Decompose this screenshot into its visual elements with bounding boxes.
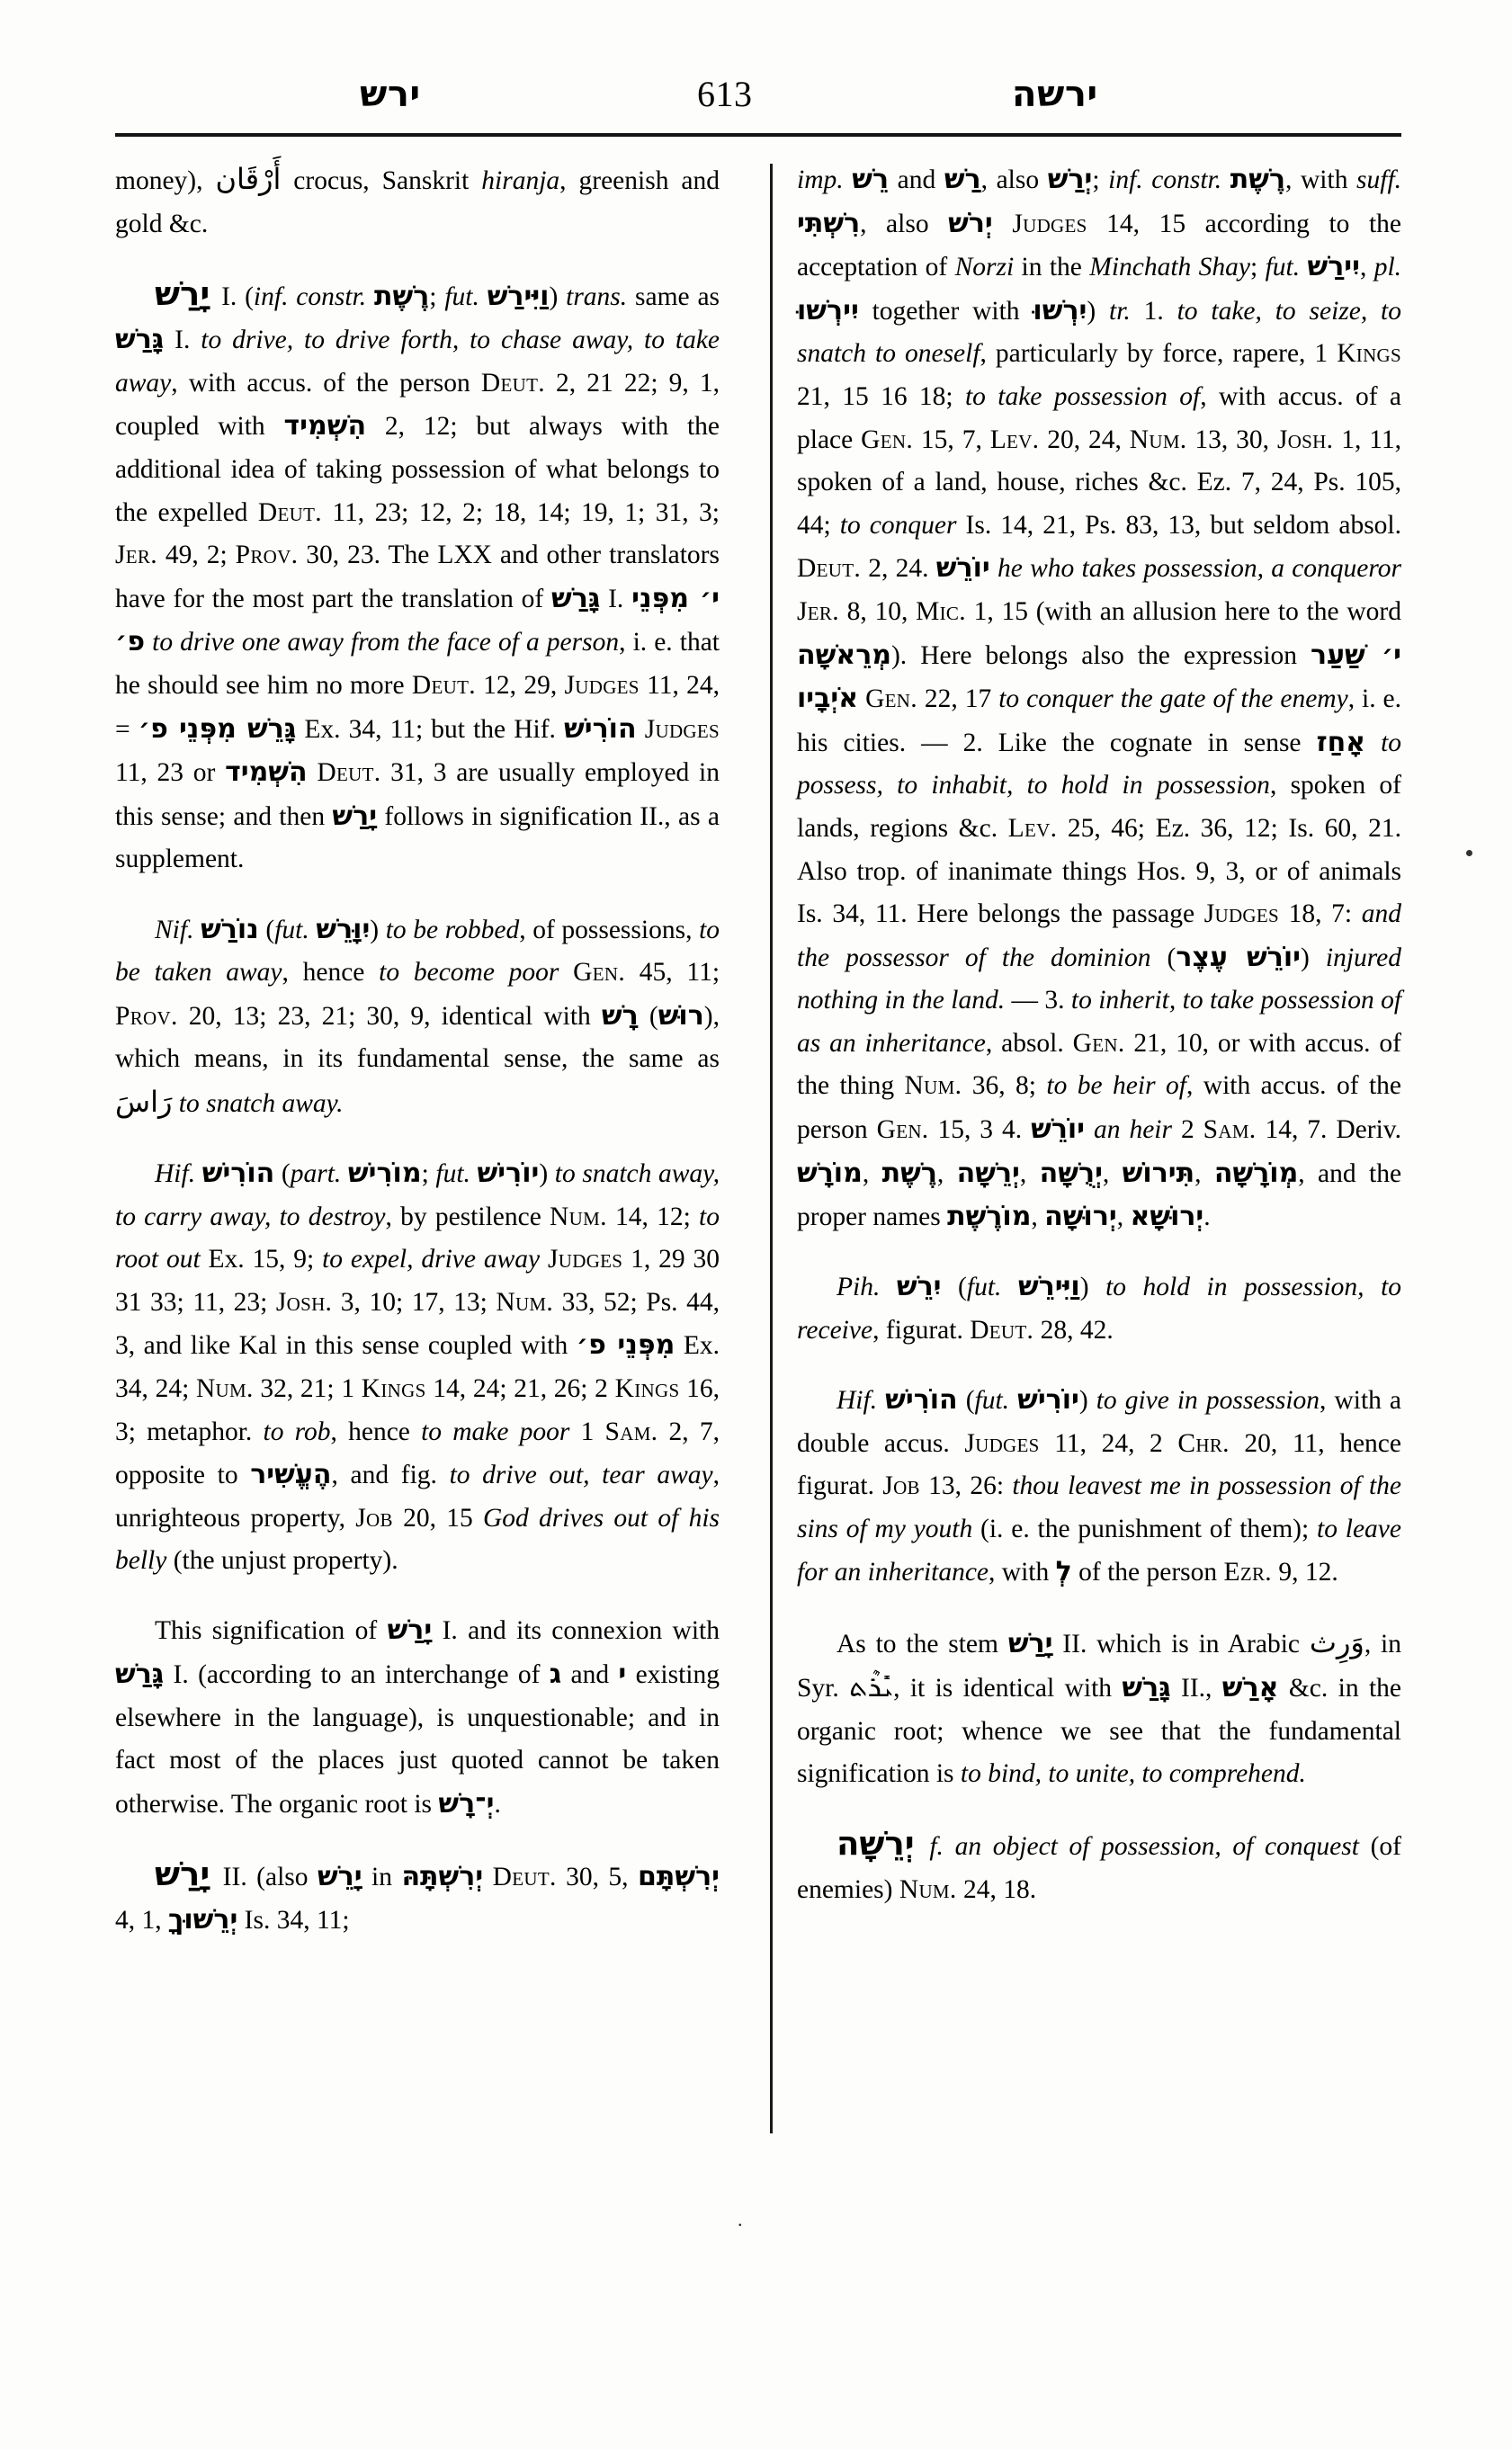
ref-gen-4: Gen. — [1072, 1028, 1125, 1058]
ref-num: Num. — [550, 1202, 607, 1231]
ref-gen-5: Gen. — [876, 1115, 929, 1145]
hebrew-yiresh: יִרֵשׁ — [896, 1271, 942, 1303]
hebrew-inf-constr-reshet: רֶשֶׁת — [373, 280, 430, 312]
ref-num-2: Num. — [496, 1287, 554, 1317]
entry-yarash-one: יָרַשׁ I. (inf. constr. רֶשֶׁת; fut. וַיִּירַשׁ) trans. same as גָּרַשׁ I. to drive, to drive forth, to chase away, to take away, with accus. of the person Deut. 2, 21 22; 9, 1, coupled with הִשְׁמִיד 2, 12; but always with the additional idea of taking possession of what belongs to the expelled Deut. 11, 23; 12, 2; 18, 14; 19, 1; 31, 3; Jer. 49, 2; Prov. 30, 23. The LXX and other translators have for the most part the translation of גָּרַשׁ I. י׳ מִפְּנֵי פ׳ to drive one away from the face of a person, i. e. that he should see him no more Deut. 12, 29, Judges 11, 24, = גָּרֵשׁ מִפְּנֵי פ׳ Ex. 34, 11; but the Hif. הוֹרִישׁ Judges 11, 23 or הִשְׁמִיד Deut. 31, 3 are usually employed in this sense; and then יָרַשׁ follows in signification II., as a supplement. — [115, 273, 720, 874]
hebrew-yarash-ref: יָרַשׁ — [332, 800, 378, 832]
hebrew-yirishtah: יְרִשְׁתָּהּ — [401, 1860, 484, 1892]
hebrew-reshet: רֶשֶׁת — [1230, 164, 1286, 195]
ref-kings: Kings — [361, 1373, 426, 1403]
name-norzi: Norzi — [954, 253, 1015, 282]
column-divider-rule — [770, 164, 773, 2133]
hebrew-yereshah: יְרֵשָׁה — [956, 1157, 1020, 1189]
ref-gen: Gen. — [573, 958, 626, 988]
ref-num-6: Num. — [899, 1874, 957, 1904]
ref-kings-3: Kings — [1337, 339, 1401, 369]
hebrew-yireshu: יִירְשׁוּ — [797, 294, 859, 326]
syriac-word-yireth: ܝܺܪܶܬ — [849, 1669, 894, 1704]
ref-gen-2: Gen. — [861, 425, 914, 454]
hebrew-yorish-2: יוֹרִישׁ — [1017, 1384, 1079, 1417]
lemma-yarash-II: יָרַשׁ — [155, 1854, 210, 1893]
hebrew-letter-yod: י — [618, 1659, 627, 1690]
ref-judges-2: Judges — [644, 714, 720, 744]
ref-deut-6: Deut. — [797, 554, 861, 584]
ref-deut: Deut. — [480, 368, 545, 398]
ref-judges-3: Judges — [548, 1245, 623, 1274]
ref-deut-2: Deut. — [257, 497, 322, 527]
ref-prov-2: Prov. — [115, 1001, 178, 1031]
hebrew-yoresh-2: יוֹרֵשׁ — [1031, 1113, 1086, 1146]
hebrew-norash: נוֹרַשׁ — [201, 913, 259, 945]
hebrew-yaresh: יָרֵשׁ — [317, 1860, 362, 1892]
hebrew-mareshah: מְרֵאשָׁה — [797, 639, 891, 671]
paragraph-stem-note: As to the stem יָרַשׁ II. which is in Arabic وَرِث, in Syr. ܝܺܪܶܬ, it is identical with גָּרַשׁ II., אָרַשׁ &c. in the organic root; whence we see that the fundamental signification is to bind, to unite, to comprehend. — [797, 1624, 1401, 1789]
hebrew-yereshukha: יְרֵשׁוּךָ — [168, 1904, 238, 1936]
margin-speck — [1466, 850, 1472, 856]
page-number: 613 — [697, 74, 753, 114]
hebrew-morashah: מְוֹרָשָׁה — [1213, 1157, 1299, 1189]
hebrew-achaz: אָחַז — [1316, 726, 1366, 758]
hebrew-garash-stem: גָּרַשׁ — [1122, 1672, 1171, 1704]
hebrew-yoresh: יוֹרֵשׁ — [935, 552, 990, 585]
running-head-right-hebrew: ירשה — [1012, 74, 1098, 115]
hebrew-imp-rash: רַשׁ — [944, 164, 981, 195]
hebrew-yod-mippne-pe: י׳ מִפְּנֵי פ׳ — [115, 582, 720, 658]
ref-sam-2: Sam. — [1203, 1115, 1257, 1145]
ref-num-4: Num. — [1129, 425, 1187, 454]
ref-ezr: Ezr. — [1223, 1558, 1272, 1587]
paragraph-signification-note: This signification of יָרַשׁ I. and its connexion with גָּרַשׁ I. (according to an interchange of ג and י existing elsewhere in the language), is unquestionable; and in fact most of the places just quoted cannot be taken otherwise. The organic root is יְ־רָשׁ. — [115, 1614, 720, 1820]
hebrew-yerusha-name: יְרוּשָׁא — [1130, 1201, 1204, 1233]
hebrew-horish-3: הוֹרִישׁ — [885, 1384, 958, 1417]
ref-job: Job — [355, 1503, 393, 1533]
hebrew-imp-resh: רֵשׁ — [852, 164, 890, 195]
hebrew-yerushah-name: יְרוּשָׁה — [1044, 1201, 1117, 1233]
hebrew-hishmid: הִשְׁמִיד — [283, 410, 367, 443]
hebrew-morish: מוֹרִישׁ — [347, 1157, 422, 1189]
arabic-word-rasa: رَاسَ — [115, 1084, 173, 1119]
hebrew-letter-gimel: ג — [549, 1659, 562, 1690]
hebrew-yirash-fut: יִירַשׁ — [1307, 251, 1360, 283]
running-head-left-hebrew: ירש — [360, 74, 421, 115]
arabic-word-warith: وَرِث — [1309, 1624, 1364, 1659]
hebrew-hishmid-2: הִשְׁמִיד — [225, 756, 308, 789]
entry-yarash-two: יָרַשׁ II. (also יָרֵשׁ in יְרִשְׁתָּהּ Deut. 30, 5, יְרִשְׁתָּם 4, 1, יְרֵשׁוּךָ Is. 34, 11; — [115, 1854, 720, 1936]
hebrew-arash: אָרַשׁ — [1221, 1672, 1279, 1704]
ref-lev: Lev. — [989, 425, 1040, 454]
hebrew-lamed-prefix: לְ — [1055, 1556, 1072, 1588]
ref-judges-5: Judges — [1203, 899, 1279, 929]
hebrew-imp-yerash: יְרַשׁ — [1047, 164, 1093, 195]
ref-judges-4: Judges — [1012, 209, 1087, 238]
hebrew-fut-vayyirash: וַיִּירַשׁ — [487, 280, 550, 312]
hebrew-garash-sig: גָּרַשׁ — [115, 1659, 165, 1690]
ref-jer: Jer. — [115, 541, 157, 570]
ref-sam: Sam. — [604, 1417, 658, 1446]
hebrew-yorish: יוֹרִישׁ — [477, 1157, 540, 1189]
hebrew-morash: מוֹרָשׁ — [797, 1157, 863, 1189]
left-column — [115, 158, 720, 1970]
ref-gen-3: Gen. — [865, 684, 917, 714]
hebrew-moresheth: מוֹרֶשֶׁת — [947, 1201, 1032, 1233]
ref-prov: Prov. — [235, 541, 299, 570]
ref-deut-3: Deut. — [411, 671, 476, 701]
hebrew-yerushah: יְרֻשָּׁה — [1039, 1157, 1103, 1189]
lemma-yereshah: יְרֵשָׁה — [837, 1824, 915, 1864]
hebrew-rush: רוּשׁ — [658, 999, 704, 1032]
ref-chr: Chr. — [1177, 1428, 1230, 1458]
hebrew-yoresh-etser: יוֹרֵשׁ עֶצֶר — [1176, 941, 1301, 973]
ref-lev-2: Lev. — [1007, 813, 1058, 843]
lemma-yarash-I: יָרַשׁ — [155, 273, 210, 313]
hebrew-organic-root: יְ־רָשׁ — [438, 1787, 495, 1820]
hebrew-horish-2: הוֹרִישׁ — [201, 1157, 275, 1189]
label-nifal: Nif. — [155, 915, 194, 944]
header-rule — [115, 133, 1401, 137]
hebrew-yivvaresh: יִוָּרֵשׁ — [316, 913, 371, 945]
right-column — [797, 158, 1401, 1938]
hebrew-yerosh: יְרֹשׁ — [948, 207, 993, 239]
paragraph-paradigm-continuation: imp. רֵשׁ and רַשׁ, also יְרַשׁ; inf. constr. רֶשֶׁת, with suff. רִשְׁתִּי, also יְרֹשׁ Judges 14, 15 according to the acceptation of Norzi in the Minchath Shay; fut. יִירַשׁ, pl. יִירְשׁוּ together with יִרְשׁוּ) tr. 1. to take, to seize, to snatch to oneself, particularly by force, rapere, 1 Kings 21, 15 16 18; to take possession of, with accus. of a place Gen. 15, 7, Lev. 20, 24, Num. 13, 30, Josh. 1, 11, spoken of a land, house, riches &c. Ez. 7, 24, Ps. 105, 44; to conquer Is. 14, 21, Ps. 83, 13, but seldom absol. Deut. 2, 24. יוֹרֵשׁ he who takes possession, a conqueror Jer. 8, 10, Mic. 1, 15 (with an allusion here to the word מְרֵאשָׁה). Here belongs also the expression י׳ שַׁעַר אֹיְבָיו Gen. 22, 17 to conquer the gate of the enemy, i. e. his cities. — 2. Like the cognate in sense אָחַז to possess, to inhabit, to hold in possession, spoken of lands, regions &c. Lev. 25, 46; Ez. 36, 12; Is. 60, 21. Also trop. of inanimate things Hos. 9, 3, or of animals Is. 34, 11. Here belongs the passage Judges 18, 7: and the possessor of the dominion (יוֹרֵשׁ עֶצֶר) injured nothing in the land. — 3. to inherit, to take possession of as an inheritance, absol. Gen. 21, 10, or with accus. of the thing Num. 36, 8; to be heir of, with accus. of the person Gen. 15, 3 4. יוֹרֵשׁ an heir 2 Sam. 14, 7. Deriv. מוֹרָשׁ, רֶשֶׁת, יְרֵשָׁה, יְרֻשָּׁה, תִּירוֹשׁ, מְוֹרָשָׁה, and the proper names מוֹרֶשֶׁת, יְרוּשָׁה, יְרוּשָׁא. — [797, 164, 1402, 1233]
paragraph-piel: Pih. יִרֵשׁ (fut. וַיִּירֵשׁ) to hold in possession, to receive, figurat. Deut. 28, 42. — [797, 1271, 1402, 1345]
ref-jer-2: Jer. — [797, 596, 839, 626]
paragraph-crocus-continuation: money), أَرْقَان crocus, Sanskrit hiranja, greenish and gold &c. — [115, 162, 720, 238]
footer-speck: . — [738, 2208, 743, 2231]
ref-num-3: Num. — [195, 1373, 254, 1403]
hebrew-vayyiresh: וַיִּירֵשׁ — [1017, 1271, 1080, 1303]
hebrew-heeshir: הֶעֱשִׁיר — [250, 1459, 332, 1491]
ref-deut-5: Deut. — [492, 1862, 557, 1891]
hebrew-mippne-pe: מִפְּנֵי פ׳ — [576, 1329, 675, 1362]
label-hifil-left: Hif. — [155, 1158, 196, 1188]
ref-judges-6: Judges — [964, 1428, 1040, 1458]
hebrew-yirishtam: יְרִשְׁתָּם — [637, 1860, 720, 1892]
hebrew-rishti: רִשְׁתִּי — [797, 207, 861, 239]
paragraph-hifil-left: Hif. הוֹרִישׁ (part. מוֹרִישׁ; fut. יוֹרִישׁ) to snatch away, to carry away, to destroy, by pestilence Num. 14, 12; to root out Ex. 15, 9; to expel, drive away Judges 1, 29 30 31 33; 11, 23; Josh. 3, 10; 17, 13; Num. 33, 52; Ps. 44, 3, and like Kal in this sense coupled with מִפְּנֵי פ׳ Ex. 34, 24; Num. 32, 21; 1 Kings 14, 24; 21, 26; 2 Kings 16, 3; metaphor. to rob, hence to make poor 1 Sam. 2, 7, opposite to הֶעֱשִׁיר, and fig. to drive out, tear away, unrighteous property, Job 20, 15 God drives out of his belly (the unjust property). — [115, 1157, 720, 1576]
hebrew-yirshu: יִרְשׁוּ — [1033, 294, 1087, 326]
hebrew-garesh-mippne-pe: גָּרֵשׁ מִפְּנֵי פ׳ — [138, 712, 297, 745]
ref-mic: Mic. — [916, 596, 966, 626]
arabic-word-arqan: أَرْقَان — [215, 162, 282, 196]
hebrew-yarash-sig: יָרַשׁ — [387, 1614, 433, 1647]
hebrew-yod-shaar-oyev: י׳ שַׁעַר אֹיְבָיו — [797, 639, 1402, 715]
hebrew-garash-2: גָּרַשׁ — [551, 582, 601, 614]
paragraph-hifil-right: Hif. הוֹרִישׁ (fut. יוֹרִישׁ) to give in possession, with a double accus. Judges 11, 24, 2 Chr. 20, 11, hence figurat. Job 13, 26: thou leavest me in possession of the sins of my youth (i. e. the punishment of them); to leave for an inheritance, with לְ of the person Ezr. 9, 12. — [797, 1384, 1402, 1588]
sanskrit-word-hiranja: hiranja — [481, 166, 560, 195]
ref-judges: Judges — [564, 671, 640, 701]
hebrew-tirosh: תִּירוֹשׁ — [1122, 1157, 1195, 1189]
hebrew-horish: הוֹרִישׁ — [564, 712, 637, 745]
hebrew-reshet-2: רֶשֶׁת — [881, 1157, 937, 1189]
ref-deut-4: Deut. — [317, 758, 381, 788]
ref-josh-2: Josh. — [1276, 425, 1334, 454]
hebrew-yarash-stem: יָרַשׁ — [1007, 1627, 1053, 1659]
label-piel: Pih. — [837, 1273, 881, 1302]
hebrew-rash: רָשׁ — [601, 999, 639, 1032]
label-hifil-right: Hif. — [837, 1386, 878, 1416]
ref-kings-2: Kings — [614, 1373, 680, 1403]
ref-num-5: Num. — [904, 1071, 962, 1101]
paragraph-nifal: Nif. נוֹרַשׁ (fut. יִוָּרֵשׁ) to be robbed, of possessions, to be taken away, hence to become poor Gen. 45, 11; Prov. 20, 13; 23, 21; 30, 9, identical with רָשׁ (רוּשׁ), which means, in its fundamental sense, the same as رَاسَ to snatch away. — [115, 913, 720, 1119]
running-head — [108, 70, 1403, 128]
ref-deut-7: Deut. — [970, 1315, 1034, 1345]
hebrew-garash: גָּרַשׁ — [115, 324, 165, 356]
ref-job-2: Job — [882, 1471, 920, 1501]
title-minchath-shay: Minchath Shay — [1089, 253, 1251, 282]
entry-yereshah: יְרֵשָׁה f. an object of possession, of conquest (of enemies) Num. 24, 18. — [797, 1824, 1401, 1904]
ref-josh: Josh. — [275, 1287, 333, 1317]
